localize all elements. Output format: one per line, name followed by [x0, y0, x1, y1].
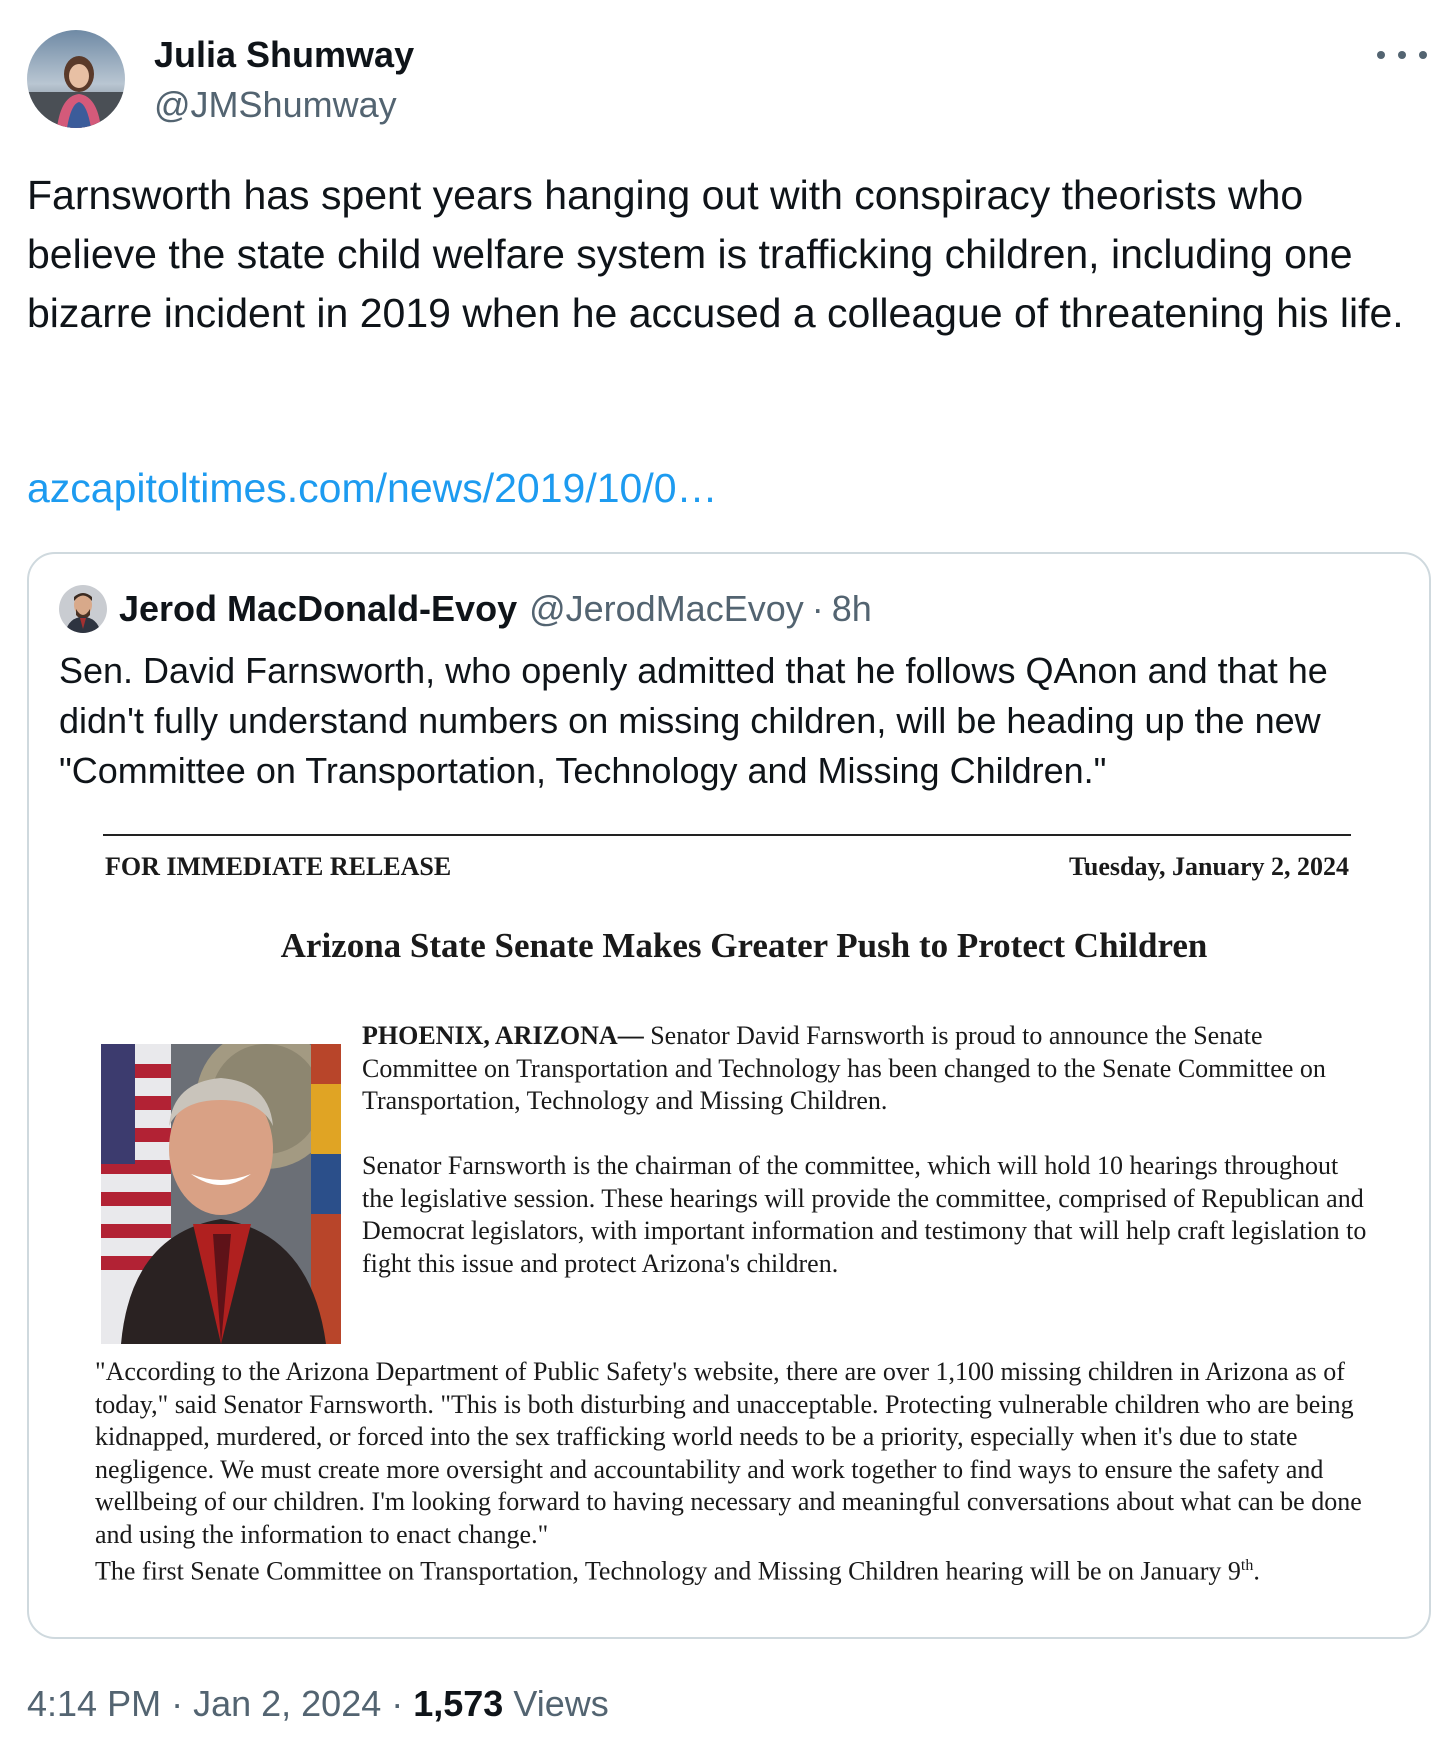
- dot: [1398, 51, 1406, 59]
- paragraph-4: [95, 1550, 1395, 1588]
- separator-dot: ·: [381, 1683, 414, 1724]
- views-count[interactable]: 1,573: [413, 1683, 504, 1724]
- tweet-link[interactable]: azcapitoltimes.com/news/2019/10/0…: [27, 465, 718, 511]
- paragraph-4-text: The first Senate Committee on Transportation, Technology and Missing Children hearing will be on January 9: [95, 1556, 1241, 1586]
- author-avatar[interactable]: [27, 30, 125, 128]
- dot: [1377, 51, 1385, 59]
- senator-photo: [101, 1044, 341, 1344]
- ordinal-suffix: th: [1240, 1557, 1254, 1574]
- paragraph-1: [362, 1020, 1372, 1118]
- quoted-tweet[interactable]: [27, 552, 1431, 1639]
- paragraph-4-end: .: [1253, 1556, 1260, 1586]
- more-options-icon[interactable]: [1377, 40, 1427, 70]
- author-handle[interactable]: @JMShumway: [154, 84, 397, 125]
- divider: [103, 834, 1351, 836]
- press-release-image[interactable]: [29, 814, 1429, 1639]
- author-name[interactable]: Julia Shumway: [154, 34, 415, 75]
- quoted-author-avatar[interactable]: [59, 585, 107, 633]
- quoted-tweet-text: Sen. David Farnsworth, who openly admitted that he follows QAnon and that he didn't fully understand numbers on missing children, will be heading up the new "Committee on Transportation, Technology and Missing Children.": [59, 650, 1328, 791]
- quoted-tweet-time[interactable]: 8h: [831, 588, 872, 629]
- quoted-author-handle[interactable]: @JerodMacEvoy: [529, 588, 804, 629]
- paragraph-1-text: Senator David Farnsworth is proud to announce the Senate Committee on Transportation and Technology has been changed to the Senate Committee on Transportation, Technology and Missing Children.: [362, 1021, 1326, 1115]
- quoted-author-name[interactable]: Jerod MacDonald-Evoy: [119, 588, 518, 629]
- tweet-footer: [27, 1683, 609, 1725]
- separator-dot: ·: [811, 588, 824, 629]
- tweet-text: Farnsworth has spent years hanging out with conspiracy theorists who believe the state child welfare system is trafficking children, including one bizarre incident in 2019 when he accused a colleague of threatening his life.: [27, 172, 1404, 336]
- release-label: FOR IMMEDIATE RELEASE: [105, 852, 452, 881]
- tweet-header: [27, 30, 1427, 130]
- tweet-time[interactable]: 4:14 PM: [27, 1683, 162, 1724]
- dot: [1419, 51, 1427, 59]
- separator-dot: ·: [161, 1683, 194, 1724]
- dateline: PHOENIX, ARIZONA—: [362, 1021, 644, 1050]
- tweet-date[interactable]: Jan 2, 2024: [193, 1683, 382, 1724]
- quoted-tweet-header: [59, 584, 872, 634]
- paragraph-2: Senator Farnsworth is the chairman of the committee, which will hold 10 hearings throughout the legislative session. These hearings will provide the committee, comprised of Republican and Democrat legislators, with important information and testimony that will help craft legislation to fight this issue and protect Arizona's children.: [362, 1151, 1367, 1278]
- paragraph-3: "According to the Arizona Department of Public Safety's website, there are over 1,100 missing children in Arizona as of today," said Senator Farnsworth. "This is both disturbing and unacceptable. Protecting vulnerable children who are being kidnapped, murdered, or forced into the sex trafficking world needs to be a priority, especially when it's due to state negligence. We must create more oversight and accountability and work together to find ways to ensure the safety and wellbeing of our children. I'm looking forward to having necessary and meaningful conversations about what can be done and using the information to enact change.": [95, 1357, 1362, 1549]
- release-title: Arizona State Senate Makes Greater Push to Protect Children: [280, 926, 1208, 965]
- release-date: Tuesday, January 2, 2024: [1068, 852, 1349, 881]
- views-label: Views: [503, 1683, 609, 1724]
